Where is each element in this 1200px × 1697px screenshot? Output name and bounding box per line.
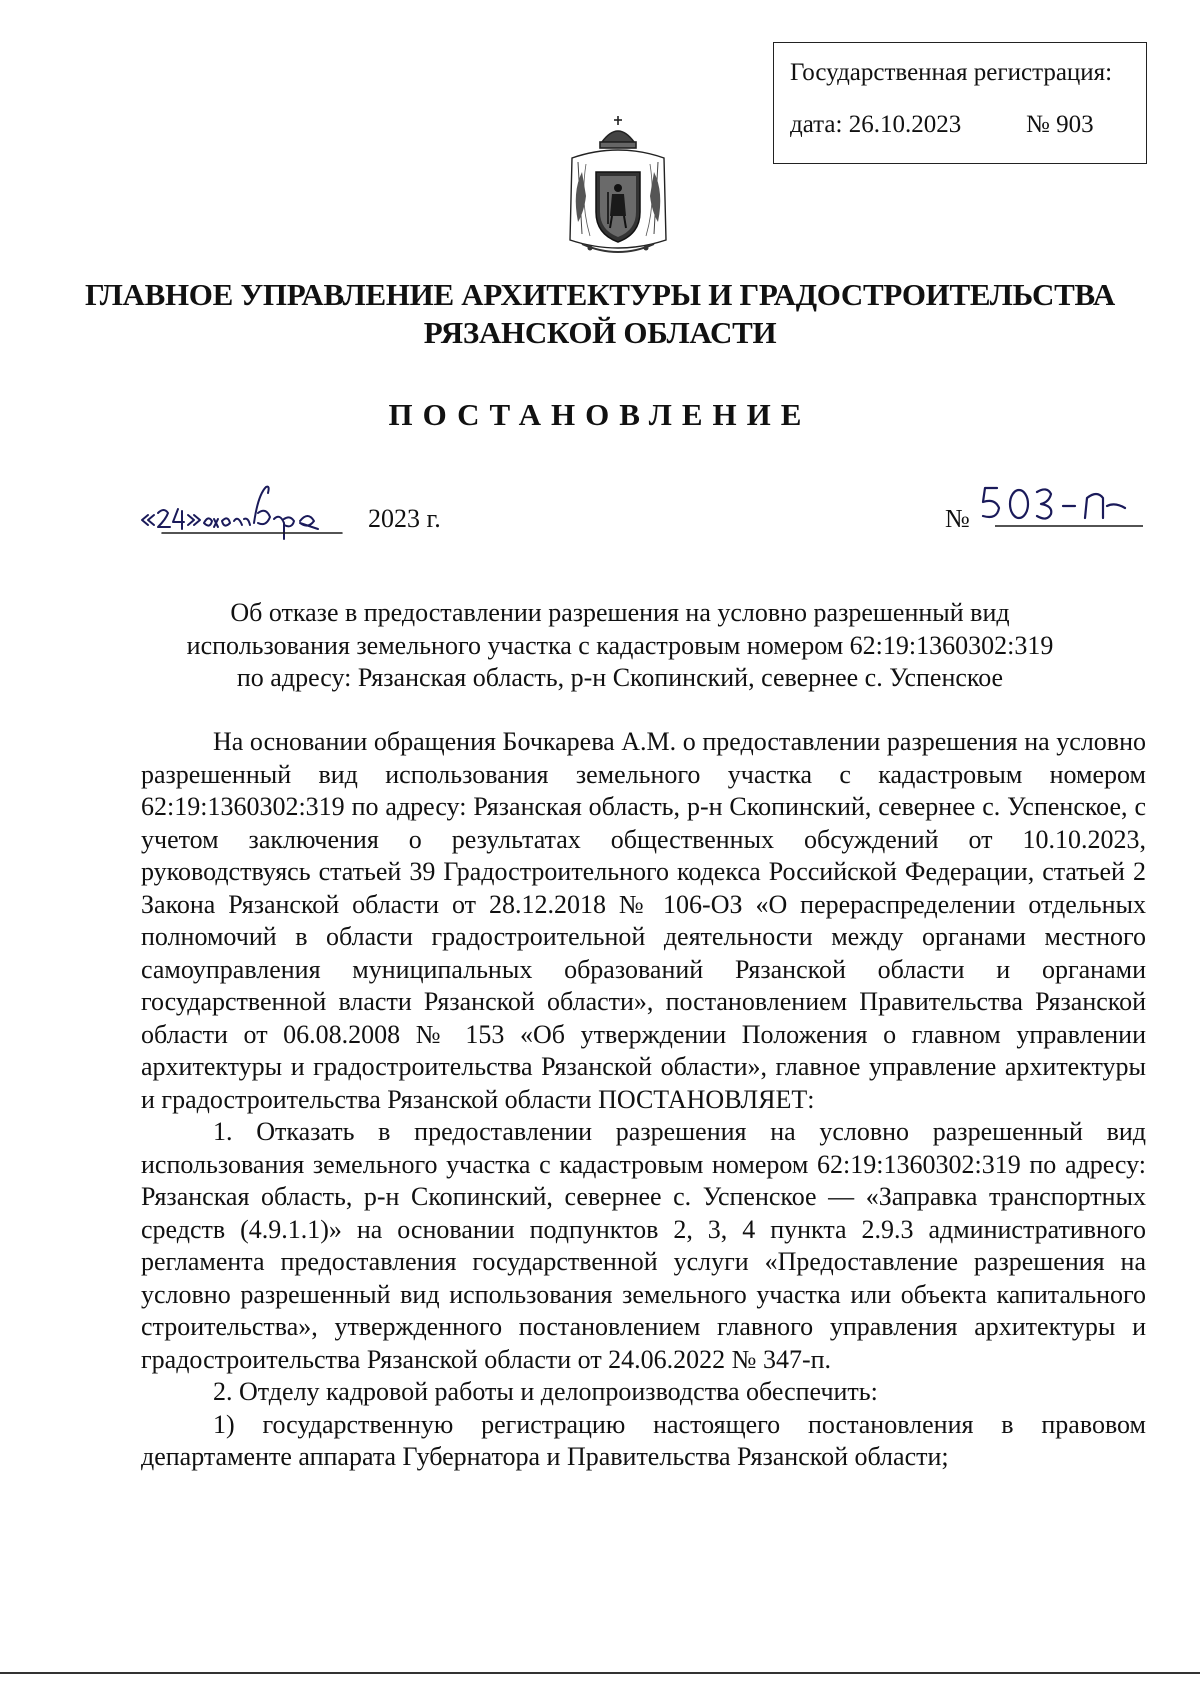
document-subject bbox=[150, 597, 1090, 695]
body-paragraph-preamble: На основании обращения Бочкарева А.М. о предоставлении разрешения на условно разрешенный вид использования земельного участка с кадастровым номером 62:19:1360302:319 по адресу: Рязанская область, р-н Скопинский, севернее с. Успенское, с учетом заключения о результатах общественных обсуждений от 10.10.2023, руководствуясь статьей 39 Градостроительного кодекса Российской Федерации, статьей 2 Закона Рязанской области от 28.12.2018 № 106-ОЗ «О перераспределении отдельных полномочий в области градостроительной деятельности между органами местного самоуправления муниципальных образований Рязанской области и органами государственной власти Рязанской области», постановлением Правительства Рязанской области от 06.08.2008 № 153 «Об утверждении Положения о главном управлении архитектуры и градостроительства Рязанской области», главное управление архитектуры и градостроительства Рязанской области ПОСТАНОВЛЯЕТ: bbox=[141, 727, 1146, 1114]
registration-number: № 903 bbox=[1026, 111, 1094, 138]
registration-date: дата: 26.10.2023 bbox=[790, 111, 962, 138]
ryazan-coat-of-arms-icon bbox=[562, 112, 674, 262]
handwritten-date-signature bbox=[138, 475, 368, 545]
subject-line: по адресу: Рязанская область, р-н Скопинский, севернее с. Успенское bbox=[236, 663, 1004, 692]
organization-name: ГЛАВНОЕ УПРАВЛЕНИЕ АРХИТЕКТУРЫ И ГРАДОСТРОИТЕЛЬСТВА bbox=[84, 277, 1115, 312]
body-paragraph-item-2: 2. Отделу кадровой работы и делопроизводства обеспечить: bbox=[213, 1377, 878, 1406]
document-date bbox=[138, 475, 458, 545]
organization-region: РЯЗАНСКОЙ ОБЛАСТИ bbox=[423, 315, 777, 350]
subject-line: использования земельного участка с кадастровым номером 62:19:1360302:319 bbox=[186, 630, 1054, 660]
document-number-label: № bbox=[945, 504, 970, 533]
subject-line: Об отказе в предоставлении разрешения на условно разрешенный вид bbox=[230, 598, 1010, 627]
body-paragraph-item-1: 1. Отказать в предоставлении разрешения на условно разрешенный вид использования земельного участка с кадастровым номером 62:19:1360302:319 по адресу: Рязанская область, р-н Скопинский, севернее с. Успенское — «Заправка транспортных средств (4.9.1.1)» на основании подпунктов 2, 3, 4 пункта 2.9.3 административного регламента предоставления государственной услуги «Предоставление разрешения на условно разрешенный вид использования земельного участка или объекта капитального строительства», утвержденного постановлением главного управления архитектуры и градостроительства Рязанской области от 24.06.2022 № 347-п. bbox=[141, 1117, 1146, 1374]
document-type: ПОСТАНОВЛЕНИЕ bbox=[388, 397, 812, 432]
document-body bbox=[141, 726, 1146, 1474]
handwritten-document-number bbox=[975, 480, 1145, 530]
registration-stamp bbox=[773, 42, 1147, 164]
body-paragraph-subitem-1: 1) государственную регистрацию настоящего постановления в правовом департаменте аппарата Губернатора и Правительства Рязанской области; bbox=[141, 1409, 1146, 1471]
registration-title: Государственная регистрация: bbox=[790, 59, 1113, 86]
document-year: 2023 г. bbox=[368, 504, 441, 533]
page-bottom-rule bbox=[0, 1672, 1200, 1674]
